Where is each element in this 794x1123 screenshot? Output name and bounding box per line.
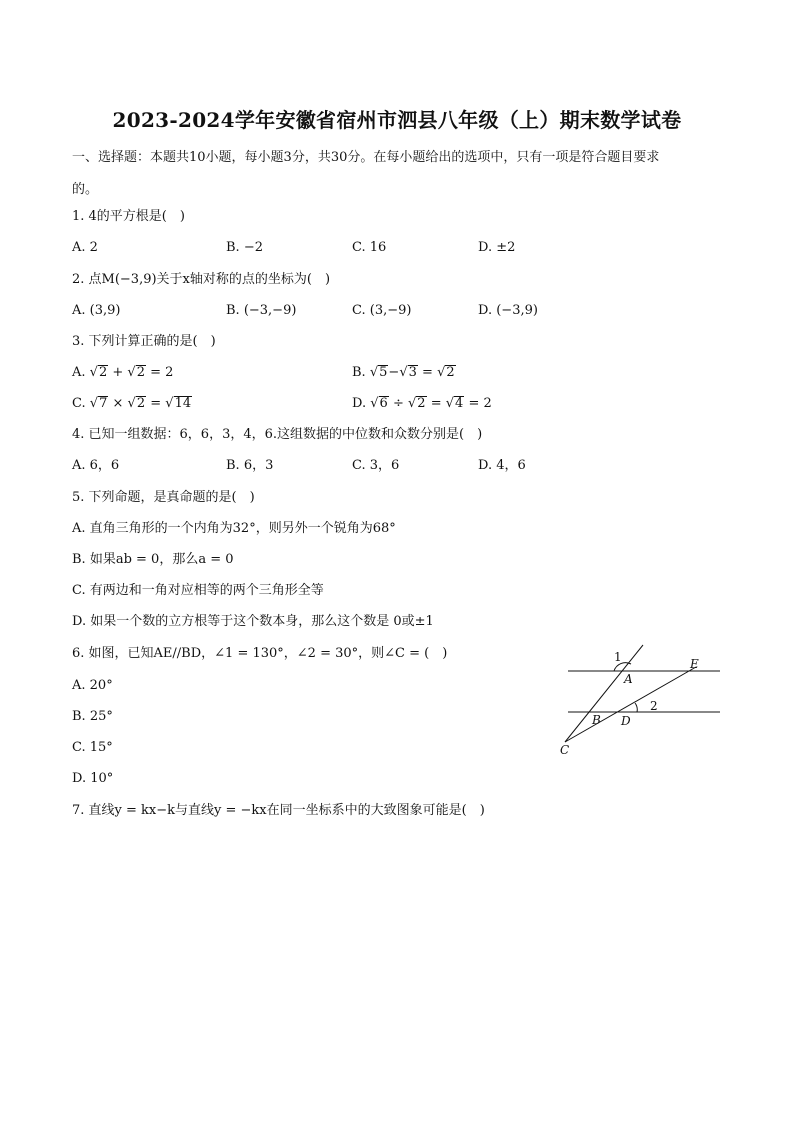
q4-option-a: A. 6，6 (72, 458, 120, 473)
q5-option-b: B. 如果ab = 0，那么a = 0 (72, 552, 234, 567)
q1-stem: 1. 4的平方根是( ) (72, 209, 185, 224)
section-heading-line1: 一、选择题：本题共10小题，每小题3分，共30分。在每小题给出的选项中，只有一项是符合题目要求 (72, 150, 660, 165)
q4-option-b: B. 6，3 (226, 458, 274, 473)
q3-c-radicand-2: 2 (136, 396, 146, 411)
q3-c-radicand-1: 7 (99, 396, 108, 411)
sqrt-symbol: √ (437, 365, 446, 380)
q3-b-radicand-3: 2 (446, 365, 455, 380)
sqrt-symbol: √ (89, 365, 98, 380)
q5-option-d: D. 如果一个数的立方根等于这个数本身，那么这个数是 0或±1 (72, 614, 434, 629)
q7-stem: 7. 直线y = kx−k与直线y = −kx在同一坐标系中的大致图象可能是( ) (72, 803, 485, 818)
q3-c-label: C. (72, 396, 86, 411)
q3-b-operator: − (388, 365, 400, 380)
q3-c-radicand-3: 14 (174, 396, 192, 411)
q1-option-c: C. 16 (352, 240, 387, 255)
q6-option-b: B. 25° (72, 709, 113, 724)
sqrt-symbol: √ (407, 396, 417, 411)
q3-option-b (352, 364, 456, 382)
sqrt-symbol: √ (165, 396, 174, 411)
q3-b-radicand-2: 3 (408, 365, 417, 380)
page-title: 2023-2024学年安徽省宿州市泗县八年级（上）期末数学试卷 (112, 108, 682, 132)
figure-label-1: 1 (614, 650, 622, 664)
q3-option-d (352, 395, 492, 413)
q3-d-radicand-3: 4 (455, 396, 464, 411)
q3-stem: 3. 下列计算正确的是( ) (72, 334, 216, 349)
q3-option-c (72, 395, 192, 413)
q1-option-b: B. −2 (226, 240, 263, 255)
figure-label-d: D (621, 714, 631, 728)
q3-b-equals: = (417, 365, 438, 380)
q5-option-c: C. 有两边和一角对应相等的两个三角形全等 (72, 583, 324, 598)
q3-d-label: D. (352, 396, 367, 411)
q3-a-label: A. (72, 365, 86, 380)
section-heading-line2: 的。 (72, 182, 99, 197)
figure-label-a: A (624, 672, 633, 686)
q1-option-a: A. 2 (72, 240, 98, 255)
q2-option-d: D. (−3,9) (478, 303, 538, 318)
figure-label-b: B (592, 713, 601, 727)
q3-c-equals: = (146, 396, 166, 411)
q3-a-radicand-1: 2 (98, 365, 108, 380)
sqrt-symbol: √ (127, 396, 136, 411)
q3-b-radicand-1: 5 (379, 365, 388, 380)
q6-option-a: A. 20° (72, 678, 113, 693)
q3-c-operator: × (108, 396, 128, 411)
q3-d-operator: ÷ (388, 396, 408, 411)
q3-d-radicand-2: 2 (417, 396, 426, 411)
q3-option-a (72, 364, 173, 382)
figure-label-2: 2 (650, 699, 658, 713)
q5-stem: 5. 下列命题，是真命题的是( ) (72, 490, 255, 505)
q4-option-c: C. 3，6 (352, 458, 400, 473)
q6-option-d: D. 10° (72, 771, 114, 786)
q6-geometry-figure (555, 642, 725, 762)
q2-option-a: A. (3,9) (72, 303, 121, 318)
q3-d-result: = 2 (464, 396, 492, 411)
q3-d-equals: = (426, 396, 446, 411)
q3-a-radicand-2: 2 (136, 365, 145, 380)
q2-stem: 2. 点M(−3,9)关于x轴对称的点的坐标为( ) (72, 272, 331, 287)
sqrt-symbol: √ (127, 365, 136, 380)
q3-d-radicand-1: 6 (379, 396, 388, 411)
sqrt-symbol: √ (399, 365, 408, 380)
q1-option-d: D. ±2 (478, 240, 516, 255)
figure-label-e: E (690, 657, 699, 671)
figure-label-c: C (560, 743, 570, 757)
transversal-cb (565, 645, 643, 742)
q6-option-c: C. 15° (72, 740, 113, 755)
q3-a-operator: + (108, 365, 128, 380)
sqrt-symbol: √ (370, 396, 379, 411)
q2-option-c: C. (3,−9) (352, 303, 412, 318)
angle-2-arc (635, 703, 637, 712)
q5-option-a: A. 直角三角形的一个内角为32°，则另外一个锐角为68° (72, 521, 396, 536)
q3-b-label: B. (352, 365, 366, 380)
q4-option-d: D. 4，6 (478, 458, 526, 473)
q6-stem: 6. 如图，已知AE//BD，∠1 = 130°，∠2 = 30°，则∠C = ( ) (72, 646, 448, 661)
sqrt-symbol: √ (89, 396, 99, 411)
sqrt-symbol: √ (445, 396, 455, 411)
q2-option-b: B. (−3,−9) (226, 303, 297, 318)
sqrt-symbol: √ (369, 365, 379, 380)
q4-stem: 4. 已知一组数据：6，6，3，4，6.这组数据的中位数和众数分别是( ) (72, 427, 483, 442)
q3-a-result: = 2 (146, 365, 174, 380)
